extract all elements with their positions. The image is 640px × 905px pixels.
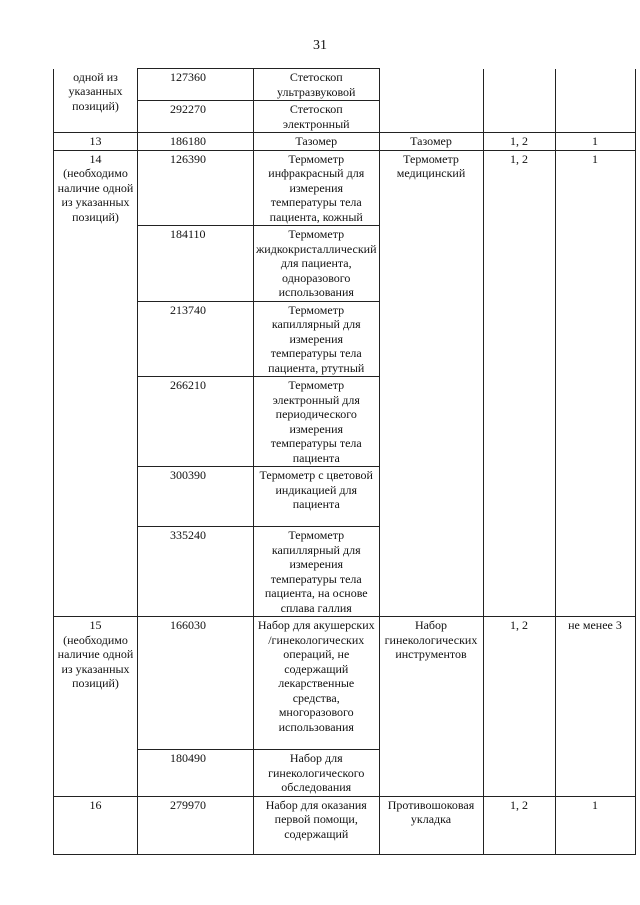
code-cell: 300390 <box>138 467 254 527</box>
code-cell: 266210 <box>138 377 254 467</box>
group-name-cell <box>379 69 483 133</box>
item-name-cell: Набор для оказания первой помощи, содержащий <box>254 796 380 854</box>
position-number-cell: 13 <box>54 133 138 151</box>
item-name-cell: Стетоскоп ультразвуковой <box>254 69 380 101</box>
item-name-cell: Стетоскоп электронный <box>254 101 380 133</box>
quantity-cell: 1 <box>555 150 635 617</box>
item-name-cell: Термометр электронный для периодического измерения температуры тела пациента <box>254 377 380 467</box>
quantity-cell: 1 <box>555 796 635 854</box>
table-row <box>54 133 636 151</box>
table-row <box>54 69 636 101</box>
table-row <box>54 617 636 750</box>
page-number: 31 <box>313 38 327 53</box>
code-cell: 335240 <box>138 527 254 617</box>
class-cell: 1, 2 <box>483 133 555 151</box>
code-cell: 180490 <box>138 750 254 797</box>
class-cell: 1, 2 <box>483 150 555 617</box>
position-number-cell: одной из указанных позиций) <box>54 69 138 133</box>
item-name-cell: Термометр капиллярный для измерения температуры тела пациента, ртутный <box>254 301 380 377</box>
quantity-cell <box>555 69 635 133</box>
code-cell: 279970 <box>138 796 254 854</box>
item-name-cell: Тазомер <box>254 133 380 151</box>
code-cell: 127360 <box>138 69 254 101</box>
position-number-cell: 14 (необходимо наличие одной из указанных позиций) <box>54 150 138 617</box>
equipment-table <box>53 68 636 855</box>
item-name-cell: Набор для акушерских /гинекологических операций, не содержащий лекарственные средства, многоразового использования <box>254 617 380 750</box>
table-row <box>54 150 636 226</box>
quantity-cell: не менее 3 <box>555 617 635 797</box>
class-cell: 1, 2 <box>483 796 555 854</box>
code-cell: 186180 <box>138 133 254 151</box>
quantity-cell: 1 <box>555 133 635 151</box>
code-cell: 126390 <box>138 150 254 226</box>
code-cell: 184110 <box>138 226 254 302</box>
item-name-cell: Термометр инфракрасный для измерения температуры тела пациента, кожный <box>254 150 380 226</box>
class-cell <box>483 69 555 133</box>
item-name-cell: Термометр капиллярный для измерения температуры тела пациента, на основе сплава галлия <box>254 527 380 617</box>
position-number-cell: 16 <box>54 796 138 854</box>
table-row <box>54 796 636 854</box>
group-name-cell: Противошоковая укладка <box>379 796 483 854</box>
class-cell: 1, 2 <box>483 617 555 797</box>
item-name-cell: Набор для гинекологического обследования <box>254 750 380 797</box>
position-number-cell: 15 (необходимо наличие одной из указанных позиций) <box>54 617 138 797</box>
group-name-cell: Тазомер <box>379 133 483 151</box>
group-name-cell: Набор гинекологических инструментов <box>379 617 483 797</box>
item-name-cell: Термометр жидкокристаллический для пациента, одноразового использования <box>254 226 380 302</box>
item-name-cell: Термометр с цветовой индикацией для пациента <box>254 467 380 527</box>
code-cell: 166030 <box>138 617 254 750</box>
group-name-cell: Термометр медицинский <box>379 150 483 617</box>
code-cell: 292270 <box>138 101 254 133</box>
code-cell: 213740 <box>138 301 254 377</box>
